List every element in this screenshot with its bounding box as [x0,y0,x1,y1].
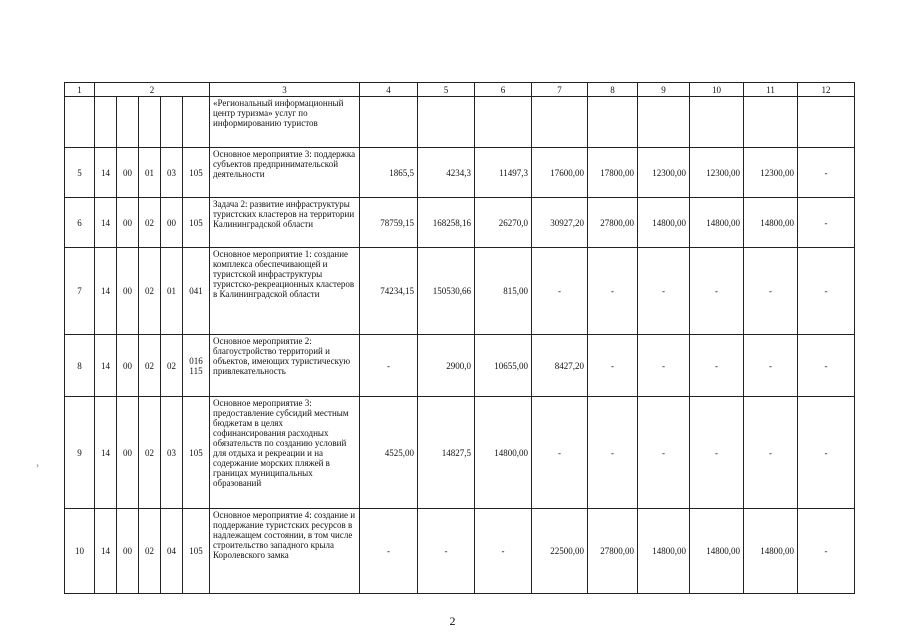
value-cell: 8427,20 [532,335,588,397]
value-cell: - [798,248,855,335]
code-cell: 14 [95,335,117,397]
value-cell: 17800,00 [588,148,638,198]
header-cell: 2 [95,83,210,97]
value-cell: 168258,16 [418,198,475,248]
code-cell: 01 [161,248,183,335]
value-cell: - [690,397,744,509]
value-cell: 2900,0 [418,335,475,397]
code-cell: 14 [95,198,117,248]
code-cell: 00 [161,198,183,248]
row-number-cell: 8 [65,335,95,397]
description-cell: Основное мероприятие 4: создание и поддержание туристских ресурсов в надлежащем состоянии, в том числе строительство западного крыла Королевского замка [210,509,360,594]
value-cell [588,97,638,148]
value-cell: 14800,00 [744,198,798,248]
value-cell: 4525,00 [360,397,418,509]
value-cell: - [418,509,475,594]
edge-mark: › [36,460,39,470]
code-cell: 02 [139,335,161,397]
value-cell: - [744,335,798,397]
page-number: 2 [449,614,456,628]
header-cell: 4 [360,83,418,97]
value-cell: 27800,00 [588,198,638,248]
value-cell: - [588,248,638,335]
header-cell: 9 [638,83,690,97]
header-cell: 5 [418,83,475,97]
code-cell: 02 [139,198,161,248]
code-cell: 14 [95,397,117,509]
value-cell [475,97,532,148]
row-number-cell: 9 [65,397,95,509]
row-number-cell: 7 [65,248,95,335]
header-cell: 1 [65,83,95,97]
code-cell: 02 [139,509,161,594]
value-cell: - [360,509,418,594]
code-cell: 00 [117,248,139,335]
description-cell: Основное мероприятие 3: предоставление субсидий местным бюджетам в целях софинансирования расходных обязательств по созданию условий для отдыха и рекреации и на содержание морских пляжей в границах муниципальных образований [210,397,360,509]
value-cell: 14800,00 [744,509,798,594]
value-cell: 14800,00 [690,509,744,594]
value-cell [690,97,744,148]
description-cell: Задача 2: развитие инфраструктуры туристских кластеров на территории Калининградской области [210,198,360,248]
value-cell: 150530,66 [418,248,475,335]
code-cell: 14 [95,509,117,594]
value-cell [360,97,418,148]
value-cell: 30927,20 [532,198,588,248]
code-cell: 02 [161,335,183,397]
value-cell [744,97,798,148]
value-cell: - [532,248,588,335]
code-cell: 041 [183,248,210,335]
value-cell: 14800,00 [690,198,744,248]
value-cell: 26270,0 [475,198,532,248]
code-cell: 016 115 [183,335,210,397]
header-row [65,83,855,97]
header-cell: 10 [690,83,744,97]
code-cell: 00 [117,335,139,397]
header-cell: 6 [475,83,532,97]
code-cell: 00 [117,148,139,198]
value-cell: 14800,00 [638,198,690,248]
value-cell: 4234,3 [418,148,475,198]
table-row [65,198,855,248]
header-cell: 3 [210,83,360,97]
value-cell: - [690,248,744,335]
value-cell: - [532,397,588,509]
budget-table [64,82,855,594]
description-cell: Основное мероприятие 1: создание комплекса обеспечивающей и туристской инфраструктуры туристско-рекреационных кластеров в Калининградской области [210,248,360,335]
value-cell: 78759,15 [360,198,418,248]
value-cell [638,97,690,148]
header-cell: 8 [588,83,638,97]
description-cell: Основное мероприятие 2: благоустройство территорий и объектов, имеющих туристическую привлекательность [210,335,360,397]
value-cell: - [798,335,855,397]
table-row [65,248,855,335]
code-cell: 03 [161,397,183,509]
value-cell: - [588,335,638,397]
value-cell: - [798,198,855,248]
code-cell [161,97,183,148]
description-cell: «Региональный информационный центр туризма» услуг по информированию туристов [210,97,360,148]
value-cell: 1865,5 [360,148,418,198]
value-cell: - [744,397,798,509]
value-cell: 11497,3 [475,148,532,198]
code-cell: 02 [139,397,161,509]
code-cell: 14 [95,148,117,198]
code-cell: 14 [95,248,117,335]
value-cell: - [798,509,855,594]
value-cell: - [638,335,690,397]
value-cell: 12300,00 [638,148,690,198]
value-cell: - [638,248,690,335]
code-cell: 01 [139,148,161,198]
header-cell: 11 [744,83,798,97]
code-cell: 105 [183,198,210,248]
code-cell: 02 [139,248,161,335]
code-cell: 03 [161,148,183,198]
table-row [65,335,855,397]
value-cell: 17600,00 [532,148,588,198]
table-row [65,97,855,148]
value-cell [532,97,588,148]
value-cell [798,97,855,148]
header-cell: 12 [798,83,855,97]
row-number-cell [65,97,95,148]
code-cell [95,97,117,148]
table-row [65,397,855,509]
code-cell: 105 [183,509,210,594]
value-cell: - [744,248,798,335]
value-cell: - [798,397,855,509]
table-row [65,148,855,198]
value-cell: - [360,335,418,397]
code-cell: 04 [161,509,183,594]
code-cell: 00 [117,198,139,248]
value-cell [418,97,475,148]
row-number-cell: 10 [65,509,95,594]
code-cell [117,97,139,148]
code-cell [183,97,210,148]
value-cell: 22500,00 [532,509,588,594]
header-cell: 7 [532,83,588,97]
value-cell: - [798,148,855,198]
value-cell: 14800,00 [475,397,532,509]
code-cell: 105 [183,148,210,198]
code-cell: 00 [117,509,139,594]
value-cell: 12300,00 [690,148,744,198]
value-cell: 10655,00 [475,335,532,397]
value-cell: 27800,00 [588,509,638,594]
value-cell: 14800,00 [638,509,690,594]
code-cell: 00 [117,397,139,509]
value-cell: 12300,00 [744,148,798,198]
value-cell: - [638,397,690,509]
table-row [65,509,855,594]
row-number-cell: 6 [65,198,95,248]
code-cell [139,97,161,148]
value-cell: - [690,335,744,397]
description-cell: Основное мероприятие 3: поддержка субъектов предпринимательской деятельности [210,148,360,198]
value-cell: - [475,509,532,594]
row-number-cell: 5 [65,148,95,198]
code-cell: 105 [183,397,210,509]
value-cell: - [588,397,638,509]
value-cell: 14827,5 [418,397,475,509]
value-cell: 74234,15 [360,248,418,335]
value-cell: 815,00 [475,248,532,335]
